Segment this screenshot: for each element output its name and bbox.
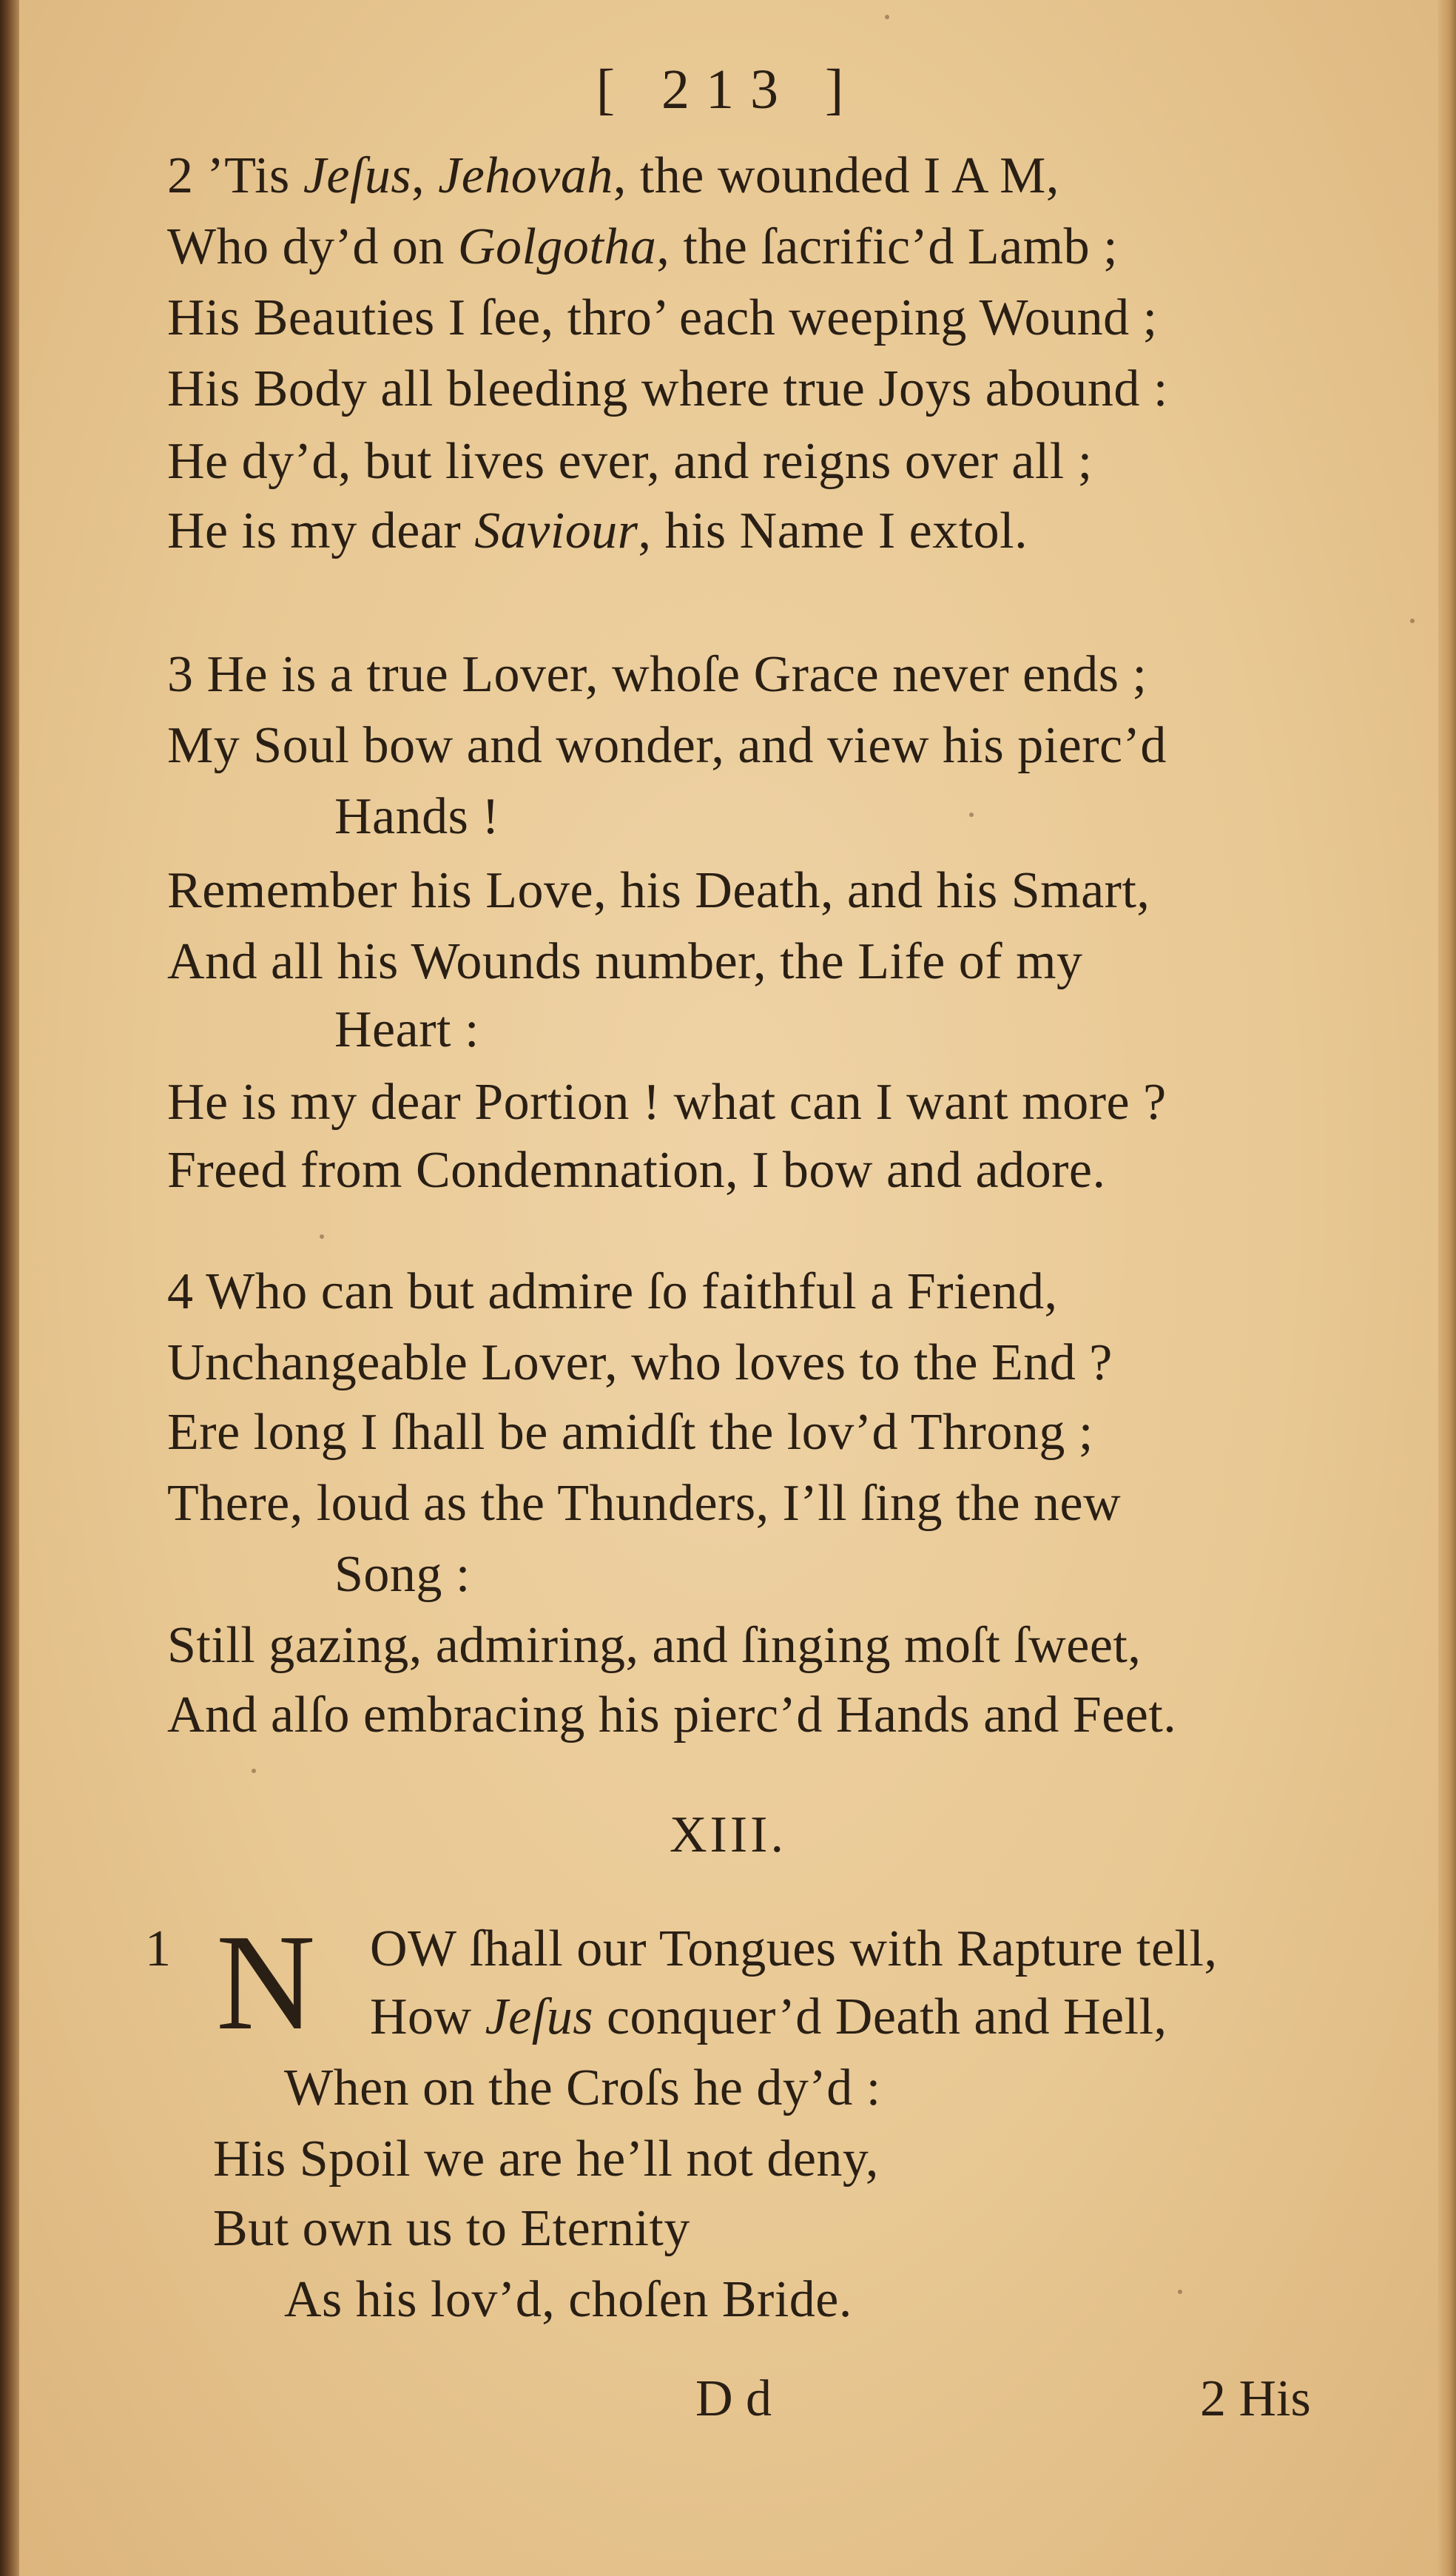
hymn-13-line-1: OW ſhall our Tongues with Rapture tell, xyxy=(370,1920,1218,1977)
signature-mark: D d xyxy=(695,2370,772,2427)
stanza-2-line-1: 2 ’Tis Jeſus, Jehovah, the wounded I A M, xyxy=(167,147,1059,204)
stanza-4-line-5: Song : xyxy=(334,1546,471,1603)
stanza-3-line-6: Heart : xyxy=(334,1001,479,1058)
stanza-4-line-2: Unchangeable Lover, who loves to the End ? xyxy=(167,1334,1113,1391)
italic-word: Jeſus xyxy=(485,1988,593,2045)
stanza-2-line-5: He dy’d, but lives ever, and reigns over all ; xyxy=(167,433,1093,490)
hymn-13-line-2: How Jeſus conquer’d Death and Hell, xyxy=(370,1988,1167,2045)
stanza-2-line-6: He is my dear Saviour, his Name I extol. xyxy=(167,502,1028,559)
stanza-2-line-4: His Body all bleeding where true Joys abound : xyxy=(167,360,1168,417)
italic-word: Golgotha xyxy=(457,218,657,275)
stanza-4-line-7: And alſo embracing his pierc’d Hands and Feet. xyxy=(167,1686,1177,1743)
hymn-13-line-4: His Spoil we are he’ll not deny, xyxy=(213,2131,879,2187)
stanza-4-line-4: There, loud as the Thunders, I’ll ſing the new xyxy=(167,1475,1122,1532)
drop-cap-initial: N xyxy=(216,1906,316,2059)
stanza-3-line-4: Remember his Love, his Death, and his Smart, xyxy=(167,862,1150,919)
verse-number: 1 xyxy=(145,1920,172,1977)
stanza-4-line-6: Still gazing, admiring, and ſinging moſt ſweet, xyxy=(167,1617,1142,1674)
page-number-header: [ 213 ] xyxy=(596,58,860,121)
stanza-2-line-3: His Beauties I ſee, thro’ each weeping Wound ; xyxy=(167,289,1158,346)
page-fore-edge xyxy=(1438,0,1456,2576)
catchword: 2 His xyxy=(1200,2370,1311,2427)
stanza-4-line-3: Ere long I ſhall be amidſt the lov’d Throng ; xyxy=(167,1404,1093,1461)
italic-word: Saviour xyxy=(474,502,638,559)
hymn-13-line-6: As his lov’d, choſen Bride. xyxy=(284,2271,852,2328)
book-spine-shadow xyxy=(0,0,19,2576)
stanza-3-line-7: He is my dear Portion ! what can I want more ? xyxy=(167,1074,1167,1131)
hymn-number-heading: XIII. xyxy=(670,1806,786,1863)
stanza-3-line-2: My Soul bow and wonder, and view his pierc’d xyxy=(167,717,1167,774)
stanza-3-line-8: Freed from Condemnation, I bow and adore. xyxy=(167,1142,1106,1199)
stanza-2-line-2: Who dy’d on Golgotha, the ſacrific’d Lamb ; xyxy=(167,218,1119,275)
stanza-3-line-1: 3 He is a true Lover, whoſe Grace never ends ; xyxy=(167,646,1147,703)
stanza-3-line-5: And all his Wounds number, the Life of my xyxy=(167,933,1083,990)
italic-word: Jehovah xyxy=(438,147,613,204)
stanza-3-line-3: Hands ! xyxy=(334,788,500,845)
hymn-13-line-5: But own us to Eternity xyxy=(213,2200,690,2257)
stanza-4-line-1: 4 Who can but admire ſo faithful a Friend, xyxy=(167,1263,1058,1320)
italic-word: Jeſus xyxy=(303,147,412,204)
hymn-13-line-3: When on the Croſs he dy’d : xyxy=(284,2059,881,2116)
